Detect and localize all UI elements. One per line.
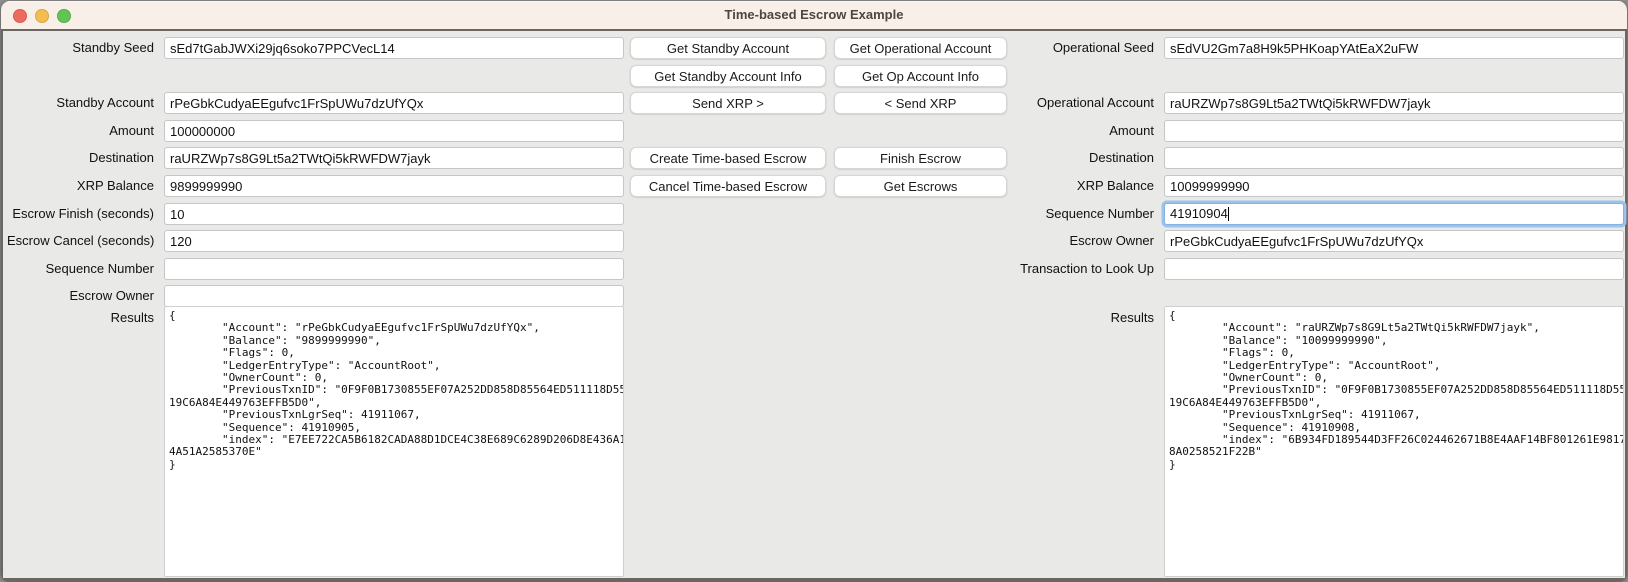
transaction-to-look-up-label: Transaction to Look Up — [1020, 261, 1154, 276]
standby-results-label: Results — [110, 310, 154, 325]
standby-sequence-number-label: Sequence Number — [45, 261, 154, 276]
operational-sequence-number-label: Sequence Number — [1045, 206, 1154, 221]
get-op-account-info-button[interactable]: Get Op Account Info — [834, 65, 1007, 87]
escrow-finish-input[interactable] — [164, 203, 624, 225]
standby-xrp-balance-label: XRP Balance — [76, 178, 154, 193]
text-caret — [1228, 207, 1229, 221]
operational-sequence-number-input[interactable] — [1164, 203, 1624, 225]
titlebar — [1, 1, 1627, 29]
operational-account-input[interactable] — [1164, 92, 1624, 114]
standby-escrow-owner-input[interactable] — [164, 285, 624, 307]
form-content — [3, 31, 1625, 578]
get-operational-account-button[interactable]: Get Operational Account — [834, 37, 1007, 59]
send-xrp-to-standby-button[interactable]: < Send XRP — [834, 92, 1007, 114]
operational-results-label: Results — [1110, 310, 1154, 325]
operational-account-label: Operational Account — [1036, 95, 1154, 110]
operational-escrow-owner-input[interactable] — [1164, 230, 1624, 252]
get-standby-account-button[interactable]: Get Standby Account — [630, 37, 826, 59]
standby-sequence-number-input[interactable] — [164, 258, 624, 280]
transaction-to-look-up-input[interactable] — [1164, 258, 1624, 280]
operational-amount-input[interactable] — [1164, 120, 1624, 142]
operational-destination-input[interactable] — [1164, 147, 1624, 169]
window-title: Time-based Escrow Example — [724, 7, 904, 22]
send-xrp-to-operational-button[interactable]: Send XRP > — [630, 92, 826, 114]
escrow-finish-label: Escrow Finish (seconds) — [12, 206, 154, 221]
finish-escrow-button[interactable]: Finish Escrow — [834, 147, 1007, 169]
operational-seed-label: Operational Seed — [1052, 40, 1154, 55]
operational-destination-label: Destination — [1088, 150, 1154, 165]
standby-xrp-balance-input[interactable] — [164, 175, 624, 197]
standby-amount-label: Amount — [109, 123, 154, 138]
standby-results-textarea[interactable] — [164, 306, 624, 577]
escrow-cancel-input[interactable] — [164, 230, 624, 252]
operational-xrp-balance-label: XRP Balance — [1076, 178, 1154, 193]
cancel-time-based-escrow-button[interactable]: Cancel Time-based Escrow — [630, 175, 826, 197]
app-window — [1, 1, 1627, 581]
operational-results-textarea[interactable] — [1164, 306, 1624, 577]
sequence-number-value: 41910904 — [1170, 206, 1228, 221]
create-time-based-escrow-button[interactable]: Create Time-based Escrow — [630, 147, 826, 169]
standby-account-input[interactable] — [164, 92, 624, 114]
standby-destination-label: Destination — [88, 150, 154, 165]
standby-destination-input[interactable] — [164, 147, 624, 169]
standby-escrow-owner-label: Escrow Owner — [69, 288, 154, 303]
escrow-cancel-label: Escrow Cancel (seconds) — [7, 233, 155, 248]
operational-seed-input[interactable] — [1164, 37, 1624, 59]
get-standby-account-info-button[interactable]: Get Standby Account Info — [630, 65, 826, 87]
operational-escrow-owner-label: Escrow Owner — [1069, 233, 1154, 248]
standby-amount-input[interactable] — [164, 120, 624, 142]
operational-amount-label: Amount — [1109, 123, 1154, 138]
standby-seed-input[interactable] — [164, 37, 624, 59]
standby-seed-label: Standby Seed — [72, 40, 154, 55]
operational-xrp-balance-input[interactable] — [1164, 175, 1624, 197]
get-escrows-button[interactable]: Get Escrows — [834, 175, 1007, 197]
standby-account-label: Standby Account — [56, 95, 154, 110]
